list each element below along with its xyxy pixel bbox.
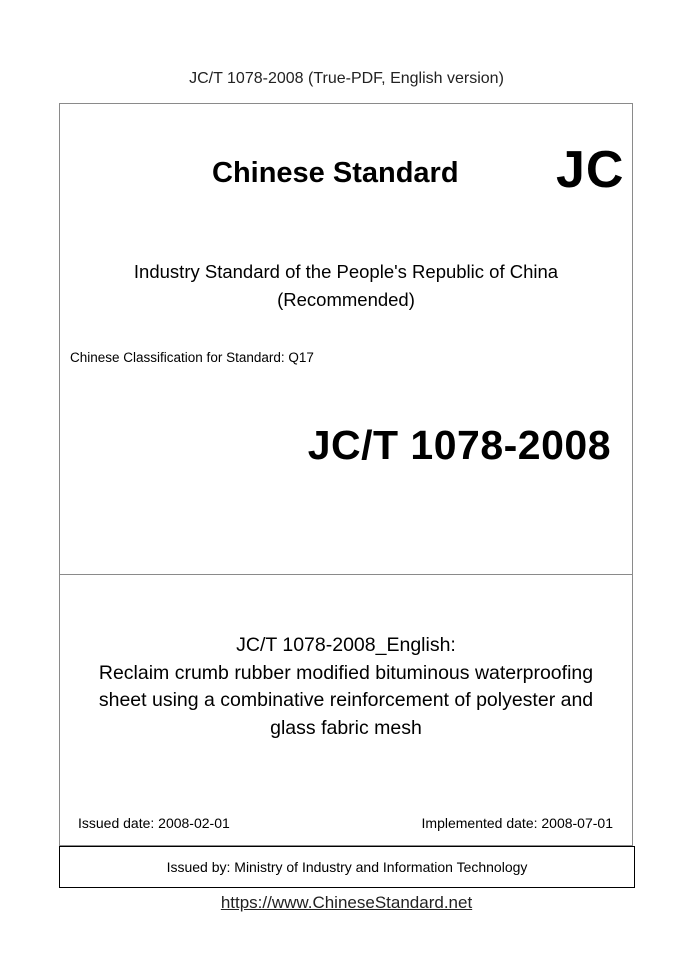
classification-text: Chinese Classification for Standard: Q17 [70,350,314,365]
issued-date: Issued date: 2008-02-01 [78,815,230,831]
jc-logo: JC [556,141,625,199]
document-header: JC/T 1078-2008 (True-PDF, English version) [189,70,504,87]
title-line: Reclaim crumb rubber modified bituminous waterproofing [98,661,594,684]
industry-line: Industry Standard of the People's Republic of China [133,261,559,282]
title-line: sheet using a combinative reinforcement of polyester and [98,689,594,711]
title-line: glass fabric mesh [270,716,422,739]
cover-heading: Chinese Standard [212,157,459,189]
title-line: JC/T 1078-2008_English: [236,634,456,656]
standard-code: JC/T 1078-2008 [307,422,611,468]
implemented-date: Implemented date: 2008-07-01 [421,815,613,831]
recommended-line: (Recommended) [277,289,415,310]
industry-statement [59,258,633,314]
website-link[interactable]: https://www.ChineseStandard.net [220,893,473,912]
standard-title [59,632,633,742]
issuer-text: Issued by: Ministry of Industry and Information Technology [166,859,528,875]
